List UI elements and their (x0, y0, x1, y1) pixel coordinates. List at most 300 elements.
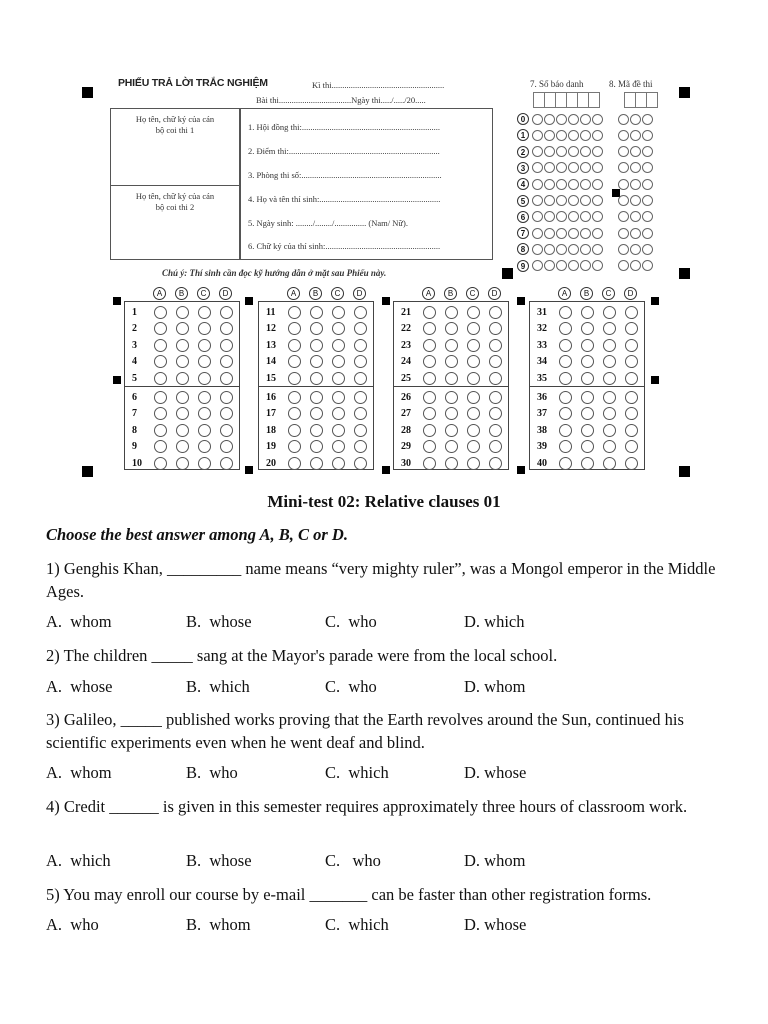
answer-bubble[interactable] (310, 391, 323, 404)
exam-code-bubble[interactable] (618, 228, 629, 239)
answer-bubble[interactable] (489, 322, 502, 335)
answer-bubble[interactable] (198, 424, 211, 437)
question-number: 30 (401, 457, 411, 469)
answer-bubble[interactable] (154, 306, 167, 319)
exam-code-bubble[interactable] (630, 211, 641, 222)
exam-code-bubble[interactable] (618, 130, 629, 141)
answer-bubble[interactable] (288, 407, 301, 420)
answer-bubble[interactable] (423, 424, 436, 437)
answer-bubble[interactable] (489, 424, 502, 437)
answer-bubble[interactable] (581, 391, 594, 404)
candidate-digit-bubble[interactable] (592, 244, 603, 255)
answer-bubble[interactable] (625, 424, 638, 437)
answer-bubble[interactable] (198, 407, 211, 420)
candidate-digit-bubble[interactable] (568, 162, 579, 173)
proctor-1-label: Họ tên, chữ ký của cán bộ coi thi 1 (135, 114, 215, 135)
option-c[interactable]: C. who (325, 677, 377, 696)
candidate-digit-bubble[interactable] (568, 244, 579, 255)
answer-bubble[interactable] (354, 391, 367, 404)
answer-bubble[interactable] (220, 306, 233, 319)
option-a[interactable]: A. whose (46, 677, 113, 696)
answer-bubble[interactable] (603, 355, 616, 368)
candidate-digit-bubble[interactable] (592, 228, 603, 239)
answer-bubble[interactable] (467, 322, 480, 335)
answer-bubble[interactable] (310, 424, 323, 437)
answer-bubble[interactable] (332, 372, 345, 385)
answer-bubble[interactable] (489, 372, 502, 385)
answer-bubble[interactable] (176, 424, 189, 437)
candidate-digit-bubble[interactable] (568, 114, 579, 125)
choice-label: B (580, 287, 593, 300)
answer-bubble[interactable] (423, 440, 436, 453)
answer-bubble[interactable] (467, 306, 480, 319)
answer-bubble[interactable] (467, 424, 480, 437)
answer-bubble[interactable] (603, 372, 616, 385)
answer-bubble[interactable] (423, 322, 436, 335)
answer-bubble[interactable] (423, 457, 436, 470)
answer-bubble[interactable] (332, 407, 345, 420)
candidate-digit-bubble[interactable] (532, 130, 543, 141)
answer-bubble[interactable] (176, 339, 189, 352)
option-a[interactable]: A. who (46, 915, 99, 934)
answer-bubble[interactable] (176, 407, 189, 420)
answer-bubble[interactable] (332, 391, 345, 404)
candidate-digit-bubble[interactable] (556, 228, 567, 239)
exam-code-bubble[interactable] (630, 260, 641, 271)
answer-bubble[interactable] (310, 306, 323, 319)
candidate-digit-bubble[interactable] (568, 179, 579, 190)
candidate-digit-bubble[interactable] (556, 211, 567, 222)
answer-bubble[interactable] (467, 440, 480, 453)
candidate-digit-bubble[interactable] (568, 195, 579, 206)
answer-bubble[interactable] (220, 440, 233, 453)
candidate-digit-bubble[interactable] (544, 130, 555, 141)
candidate-digit-bubble[interactable] (592, 260, 603, 271)
answer-bubble[interactable] (220, 424, 233, 437)
answer-bubble[interactable] (288, 424, 301, 437)
answer-bubble[interactable] (559, 355, 572, 368)
exam-code-bubble[interactable] (642, 211, 653, 222)
candidate-digit-bubble[interactable] (556, 114, 567, 125)
exam-code-bubble[interactable] (630, 114, 641, 125)
answer-bubble[interactable] (445, 372, 458, 385)
exam-code-bubble[interactable] (618, 179, 629, 190)
candidate-digit-bubble[interactable] (544, 146, 555, 157)
candidate-digit-bubble[interactable] (544, 162, 555, 173)
answer-bubble[interactable] (332, 440, 345, 453)
answer-bubble[interactable] (581, 322, 594, 335)
exam-code-bubble[interactable] (618, 260, 629, 271)
exam-code-bubble[interactable] (630, 179, 641, 190)
option-b[interactable]: B. whose (186, 851, 252, 870)
option-d[interactable]: D. whose (464, 915, 527, 934)
answer-bubble[interactable] (288, 339, 301, 352)
answer-bubble[interactable] (220, 391, 233, 404)
registration-mark (679, 466, 690, 477)
answer-bubble[interactable] (288, 457, 301, 470)
candidate-digit-bubble[interactable] (592, 179, 603, 190)
answer-bubble[interactable] (198, 457, 211, 470)
answer-bubble[interactable] (445, 440, 458, 453)
question-1: 1) Genghis Khan, _________ name means “very mighty ruler”, was a Mongol emperor in the Middle Ages. (46, 559, 716, 601)
option-c[interactable]: C. which (325, 763, 389, 782)
candidate-digit-bubble[interactable] (580, 260, 591, 271)
answer-bubble[interactable] (310, 372, 323, 385)
option-d[interactable]: D. which (464, 612, 525, 631)
candidate-digit-bubble[interactable] (580, 130, 591, 141)
candidate-digit-bubble[interactable] (592, 146, 603, 157)
exam-code-bubble[interactable] (618, 146, 629, 157)
answer-bubble[interactable] (354, 457, 367, 470)
answer-bubble[interactable] (559, 457, 572, 470)
candidate-digit-bubble[interactable] (568, 228, 579, 239)
candidate-digit-bubble[interactable] (568, 146, 579, 157)
candidate-digit-bubble[interactable] (580, 114, 591, 125)
answer-bubble[interactable] (220, 355, 233, 368)
exam-code-bubble[interactable] (630, 228, 641, 239)
exam-code-bubble[interactable] (642, 244, 653, 255)
option-a[interactable]: A. whom (46, 612, 112, 631)
answer-bubble[interactable] (198, 440, 211, 453)
option-a[interactable]: A. which (46, 851, 111, 870)
option-c[interactable]: C. who (325, 851, 381, 870)
answer-bubble[interactable] (489, 306, 502, 319)
answer-row (537, 439, 647, 455)
answer-bubble[interactable] (154, 355, 167, 368)
answer-bubble[interactable] (559, 391, 572, 404)
answer-bubble[interactable] (489, 457, 502, 470)
candidate-digit-bubble[interactable] (592, 211, 603, 222)
answer-bubble[interactable] (198, 306, 211, 319)
answer-bubble[interactable] (625, 440, 638, 453)
answer-bubble[interactable] (625, 339, 638, 352)
option-c[interactable]: C. which (325, 915, 389, 934)
answer-bubble[interactable] (154, 391, 167, 404)
answer-bubble[interactable] (176, 306, 189, 319)
candidate-digit-bubble[interactable] (532, 146, 543, 157)
answer-bubble[interactable] (423, 339, 436, 352)
candidate-digit-bubble[interactable] (592, 130, 603, 141)
answer-bubble[interactable] (559, 440, 572, 453)
candidate-digit-bubble[interactable] (556, 260, 567, 271)
quiz-instruction: Choose the best answer among A, B, C or D. (46, 525, 348, 544)
answer-bubble[interactable] (603, 391, 616, 404)
candidate-digit-bubble[interactable] (580, 179, 591, 190)
candidate-digit-bubble[interactable] (568, 211, 579, 222)
option-d[interactable]: D. whose (464, 763, 527, 782)
option-a[interactable]: A. whom (46, 763, 112, 782)
candidate-digit-bubble[interactable] (556, 244, 567, 255)
answer-bubble[interactable] (154, 407, 167, 420)
candidate-digit-bubble[interactable] (544, 211, 555, 222)
exam-code-bubble[interactable] (630, 130, 641, 141)
answer-bubble[interactable] (220, 407, 233, 420)
answer-bubble[interactable] (445, 407, 458, 420)
exam-code-bubble[interactable] (630, 146, 641, 157)
answer-bubble[interactable] (154, 322, 167, 335)
answer-bubble[interactable] (445, 391, 458, 404)
answer-bubble[interactable] (154, 424, 167, 437)
answer-bubble[interactable] (603, 339, 616, 352)
answer-bubble[interactable] (603, 440, 616, 453)
answer-bubble[interactable] (332, 339, 345, 352)
answer-bubble[interactable] (288, 440, 301, 453)
answer-bubble[interactable] (310, 440, 323, 453)
exam-code-bubble[interactable] (630, 244, 641, 255)
exam-code-bubble[interactable] (642, 260, 653, 271)
answer-bubble[interactable] (176, 322, 189, 335)
candidate-digit-bubble[interactable] (556, 130, 567, 141)
candidate-digit-bubble[interactable] (532, 114, 543, 125)
answer-bubble[interactable] (581, 355, 594, 368)
answer-bubble[interactable] (310, 355, 323, 368)
answer-bubble[interactable] (445, 457, 458, 470)
exam-code-bubble[interactable] (618, 195, 629, 206)
answer-bubble[interactable] (625, 372, 638, 385)
answer-bubble[interactable] (625, 306, 638, 319)
answer-bubble[interactable] (489, 407, 502, 420)
answer-bubble[interactable] (559, 407, 572, 420)
candidate-digit-bubble[interactable] (580, 228, 591, 239)
answer-bubble[interactable] (220, 372, 233, 385)
option-b[interactable]: B. which (186, 677, 250, 696)
answer-bubble[interactable] (423, 306, 436, 319)
question-number: 29 (401, 441, 411, 453)
digit-label: 6 (517, 211, 529, 223)
candidate-digit-bubble[interactable] (532, 195, 543, 206)
answer-bubble[interactable] (332, 424, 345, 437)
candidate-digit-bubble[interactable] (556, 179, 567, 190)
option-b[interactable]: B. who (186, 763, 238, 782)
candidate-digit-bubble[interactable] (568, 130, 579, 141)
exam-code-bubble[interactable] (618, 244, 629, 255)
exam-code-bubble[interactable] (630, 195, 641, 206)
answer-bubble[interactable] (332, 322, 345, 335)
answer-bubble[interactable] (581, 440, 594, 453)
answer-bubble[interactable] (310, 457, 323, 470)
answer-bubble[interactable] (288, 372, 301, 385)
answer-bubble[interactable] (332, 306, 345, 319)
answer-bubble[interactable] (354, 424, 367, 437)
answer-bubble[interactable] (198, 355, 211, 368)
answer-bubble[interactable] (489, 339, 502, 352)
answer-bubble[interactable] (489, 355, 502, 368)
question-number: 40 (537, 457, 547, 469)
candidate-digit-bubble[interactable] (580, 146, 591, 157)
answer-bubble[interactable] (220, 339, 233, 352)
answer-bubble[interactable] (198, 372, 211, 385)
answer-bubble[interactable] (445, 339, 458, 352)
candidate-digit-bubble[interactable] (568, 260, 579, 271)
answer-bubble[interactable] (581, 339, 594, 352)
answer-row (266, 370, 376, 386)
answer-bubble[interactable] (603, 457, 616, 470)
answer-bubble[interactable] (288, 306, 301, 319)
choice-label: A (558, 287, 571, 300)
answer-bubble[interactable] (310, 322, 323, 335)
option-d[interactable]: D. whom (464, 677, 526, 696)
answer-bubble[interactable] (176, 457, 189, 470)
answer-bubble[interactable] (220, 322, 233, 335)
answer-bubble[interactable] (581, 306, 594, 319)
candidate-digit-bubble[interactable] (556, 146, 567, 157)
exam-code-bubble[interactable] (642, 146, 653, 157)
option-b[interactable]: B. whose (186, 612, 252, 631)
candidate-digit-bubble[interactable] (532, 211, 543, 222)
exam-code-bubble[interactable] (642, 162, 653, 173)
exam-code-bubble[interactable] (618, 211, 629, 222)
answer-bubble[interactable] (288, 355, 301, 368)
answer-bubble[interactable] (354, 407, 367, 420)
digit-label: 9 (517, 260, 529, 272)
answer-bubble[interactable] (154, 339, 167, 352)
answer-row (401, 354, 511, 370)
option-b[interactable]: B. whom (186, 915, 251, 934)
answer-bubble[interactable] (354, 440, 367, 453)
answer-row (266, 422, 376, 438)
answer-bubble[interactable] (581, 457, 594, 470)
answer-bubble[interactable] (559, 372, 572, 385)
answer-bubble[interactable] (467, 355, 480, 368)
candidate-digit-bubble[interactable] (592, 195, 603, 206)
candidate-digit-bubble[interactable] (532, 244, 543, 255)
answer-bubble[interactable] (423, 355, 436, 368)
candidate-digit-bubble[interactable] (544, 179, 555, 190)
candidate-digit-bubble[interactable] (532, 228, 543, 239)
answer-bubble[interactable] (625, 355, 638, 368)
answer-bubble[interactable] (354, 339, 367, 352)
choice-label: D (353, 287, 366, 300)
answer-bubble[interactable] (310, 407, 323, 420)
answer-bubble[interactable] (559, 322, 572, 335)
answer-bubble[interactable] (423, 391, 436, 404)
answer-bubble[interactable] (489, 391, 502, 404)
answer-bubble[interactable] (581, 407, 594, 420)
registration-mark (517, 466, 525, 474)
exam-code-bubble[interactable] (642, 179, 653, 190)
answer-row (266, 455, 376, 471)
exam-code-bubble[interactable] (642, 228, 653, 239)
answer-bubble[interactable] (354, 322, 367, 335)
candidate-digit-bubble[interactable] (580, 162, 591, 173)
answer-bubble[interactable] (310, 339, 323, 352)
candidate-digit-bubble[interactable] (580, 211, 591, 222)
answer-bubble[interactable] (445, 424, 458, 437)
option-c[interactable]: C. who (325, 612, 377, 631)
candidate-digit-bubble[interactable] (592, 114, 603, 125)
candidate-digit-bubble[interactable] (580, 195, 591, 206)
option-d[interactable]: D. whom (464, 851, 526, 870)
answer-bubble[interactable] (220, 457, 233, 470)
answer-bubble[interactable] (176, 440, 189, 453)
exam-code-bubble[interactable] (618, 162, 629, 173)
choice-label: D (219, 287, 232, 300)
candidate-digit-bubble[interactable] (544, 228, 555, 239)
candidate-digit-bubble[interactable] (532, 179, 543, 190)
answer-bubble[interactable] (581, 424, 594, 437)
answer-bubble[interactable] (625, 457, 638, 470)
answer-bubble[interactable] (559, 339, 572, 352)
choice-label: C (197, 287, 210, 300)
exam-code-bubble[interactable] (630, 162, 641, 173)
answer-bubble[interactable] (467, 339, 480, 352)
answer-bubble[interactable] (625, 407, 638, 420)
answer-bubble[interactable] (198, 391, 211, 404)
answer-bubble[interactable] (288, 322, 301, 335)
answer-bubble[interactable] (154, 372, 167, 385)
question-number: 19 (266, 441, 276, 453)
candidate-digit-bubble[interactable] (544, 114, 555, 125)
choice-label: B (175, 287, 188, 300)
answer-row (132, 337, 242, 353)
answer-bubble[interactable] (354, 355, 367, 368)
candidate-digit-bubble[interactable] (556, 162, 567, 173)
candidate-digit-bubble[interactable] (532, 162, 543, 173)
candidate-digit-bubble[interactable] (556, 195, 567, 206)
answer-bubble[interactable] (354, 306, 367, 319)
candidate-digit-bubble[interactable] (544, 244, 555, 255)
candidate-number-heading: 7. Số báo danh (530, 79, 584, 89)
candidate-digit-bubble[interactable] (592, 162, 603, 173)
answer-bubble[interactable] (332, 355, 345, 368)
exam-code-bubble[interactable] (642, 130, 653, 141)
options-5 (46, 915, 726, 937)
answer-bubble[interactable] (176, 372, 189, 385)
answer-bubble[interactable] (198, 322, 211, 335)
answer-bubble[interactable] (423, 407, 436, 420)
answer-bubble[interactable] (467, 457, 480, 470)
answer-bubble[interactable] (467, 372, 480, 385)
answer-bubble[interactable] (445, 322, 458, 335)
answer-bubble[interactable] (581, 372, 594, 385)
answer-bubble[interactable] (445, 355, 458, 368)
answer-bubble[interactable] (467, 391, 480, 404)
answer-bubble[interactable] (176, 391, 189, 404)
answer-bubble[interactable] (445, 306, 458, 319)
candidate-digit-bubble[interactable] (532, 260, 543, 271)
candidate-digit-bubble[interactable] (580, 244, 591, 255)
answer-bubble[interactable] (603, 424, 616, 437)
candidate-digit-bubble[interactable] (544, 260, 555, 271)
answer-bubble[interactable] (176, 355, 189, 368)
answer-bubble[interactable] (154, 440, 167, 453)
answer-bubble[interactable] (354, 372, 367, 385)
answer-bubble[interactable] (625, 322, 638, 335)
exam-code-bubble[interactable] (618, 114, 629, 125)
answer-bubble[interactable] (423, 372, 436, 385)
answer-row (401, 321, 511, 337)
answer-bubble[interactable] (198, 339, 211, 352)
answer-bubble[interactable] (625, 391, 638, 404)
candidate-digit-bubble[interactable] (544, 195, 555, 206)
answer-row (266, 406, 376, 422)
answer-bubble[interactable] (154, 457, 167, 470)
question-number: 9 (132, 441, 137, 453)
answer-bubble[interactable] (603, 407, 616, 420)
proctor-2-label: Họ tên, chữ ký của cán bộ coi thi 2 (111, 185, 239, 261)
exam-code-bubble[interactable] (642, 195, 653, 206)
answer-bubble[interactable] (288, 391, 301, 404)
answer-bubble[interactable] (603, 306, 616, 319)
answer-bubble[interactable] (603, 322, 616, 335)
answer-bubble[interactable] (559, 306, 572, 319)
answer-bubble[interactable] (489, 440, 502, 453)
answer-bubble[interactable] (467, 407, 480, 420)
answer-bubble[interactable] (332, 457, 345, 470)
candidate-info-box (240, 108, 493, 260)
answer-bubble[interactable] (559, 424, 572, 437)
exam-code-bubble[interactable] (642, 114, 653, 125)
